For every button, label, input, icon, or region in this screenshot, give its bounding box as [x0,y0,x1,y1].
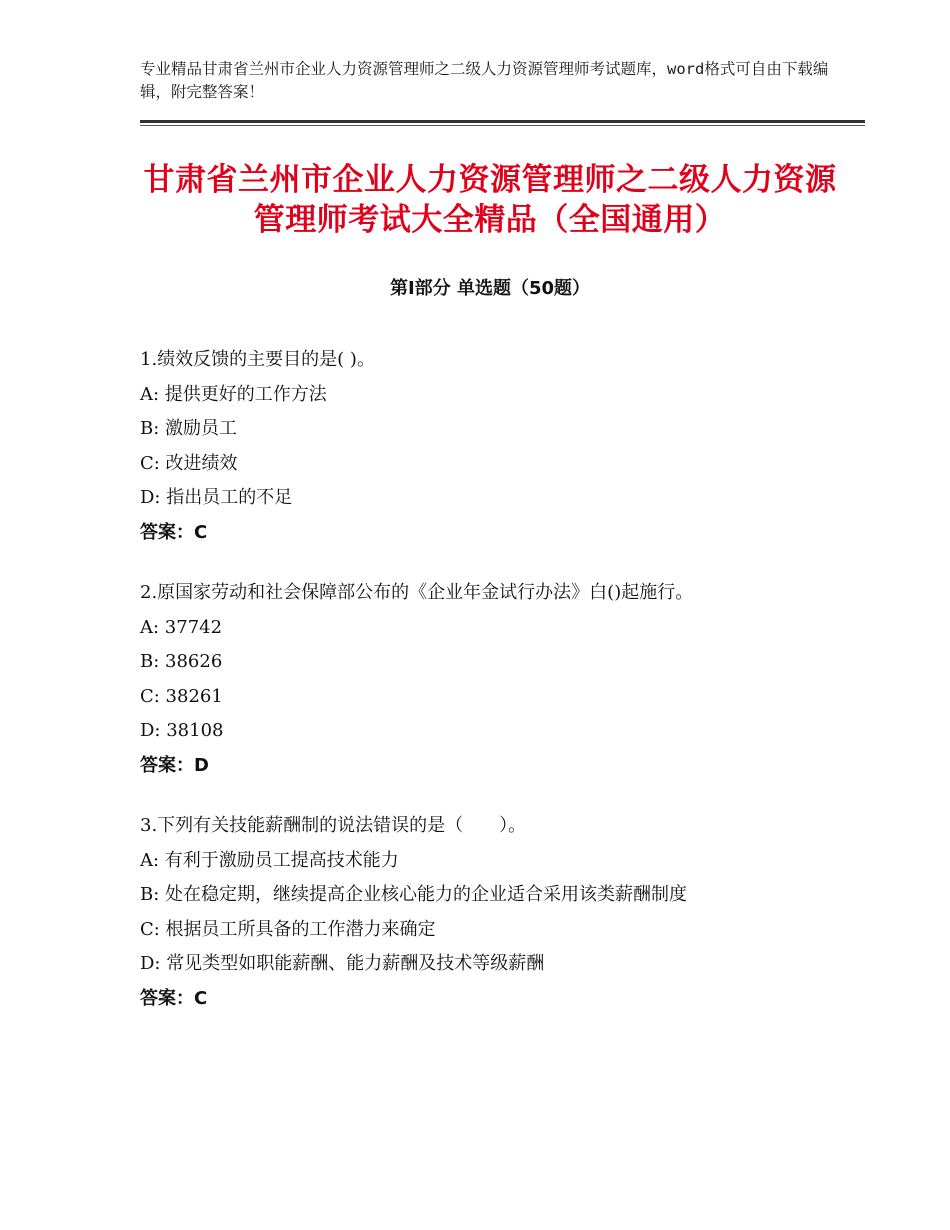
question-1 [140,343,820,550]
option-c: C: 38261 [140,685,223,707]
answer-line [140,982,820,1017]
option-b: B: 处在稳定期，继续提高企业核心能力的企业适合采用该类薪酬制度 [140,884,688,905]
option-c: C: 改进绩效 [140,452,238,474]
option-d: D: 38108 [140,720,224,741]
section-heading: 第Ⅰ部分 单选题（50题） [389,278,590,299]
option-d: D: 指出员工的不足 [140,487,293,508]
option-b: B: 38626 [140,651,223,672]
question-list [140,343,820,1042]
document-title: 甘肃省兰州市企业人力资源管理师之二级人力资源管理师考试大全精品（全国通用） [143,162,837,238]
header-rule-thick [140,120,865,123]
answer-line [140,749,820,784]
answer-label: 答案： [140,987,194,1009]
option-a: A: 37742 [140,616,223,638]
option-d: D: 常见类型如职能薪酬、能力薪酬及技术等级薪酬 [140,953,545,974]
question-3 [140,809,820,1016]
option-b: B: 激励员工 [140,418,238,439]
option-a: A: 有利于激励员工提高技术能力 [140,849,399,871]
question-stem: 2.原国家劳动和社会保障部公布的《企业年金试行办法》白()起施行。 [140,582,694,603]
answer-value: D [194,754,209,776]
option-a: A: 提供更好的工作方法 [140,383,327,405]
answer-label: 答案： [140,521,194,543]
header-note: 专业精品甘肃省兰州市企业人力资源管理师之二级人力资源管理师考试题库，word格式可自由下载编辑，附完整答案！ [140,60,829,101]
answer-value: C [194,521,208,543]
question-2 [140,576,820,783]
question-stem: 3.下列有关技能薪酬制的说法错误的是（ ）。 [140,815,527,836]
question-stem: 1.绩效反馈的主要目的是( )。 [140,349,375,370]
answer-value: C [194,987,208,1009]
option-c: C: 根据员工所具备的工作潜力来确定 [140,918,436,940]
answer-line [140,516,820,551]
answer-label: 答案： [140,754,194,776]
header-rule-thin [140,125,865,126]
